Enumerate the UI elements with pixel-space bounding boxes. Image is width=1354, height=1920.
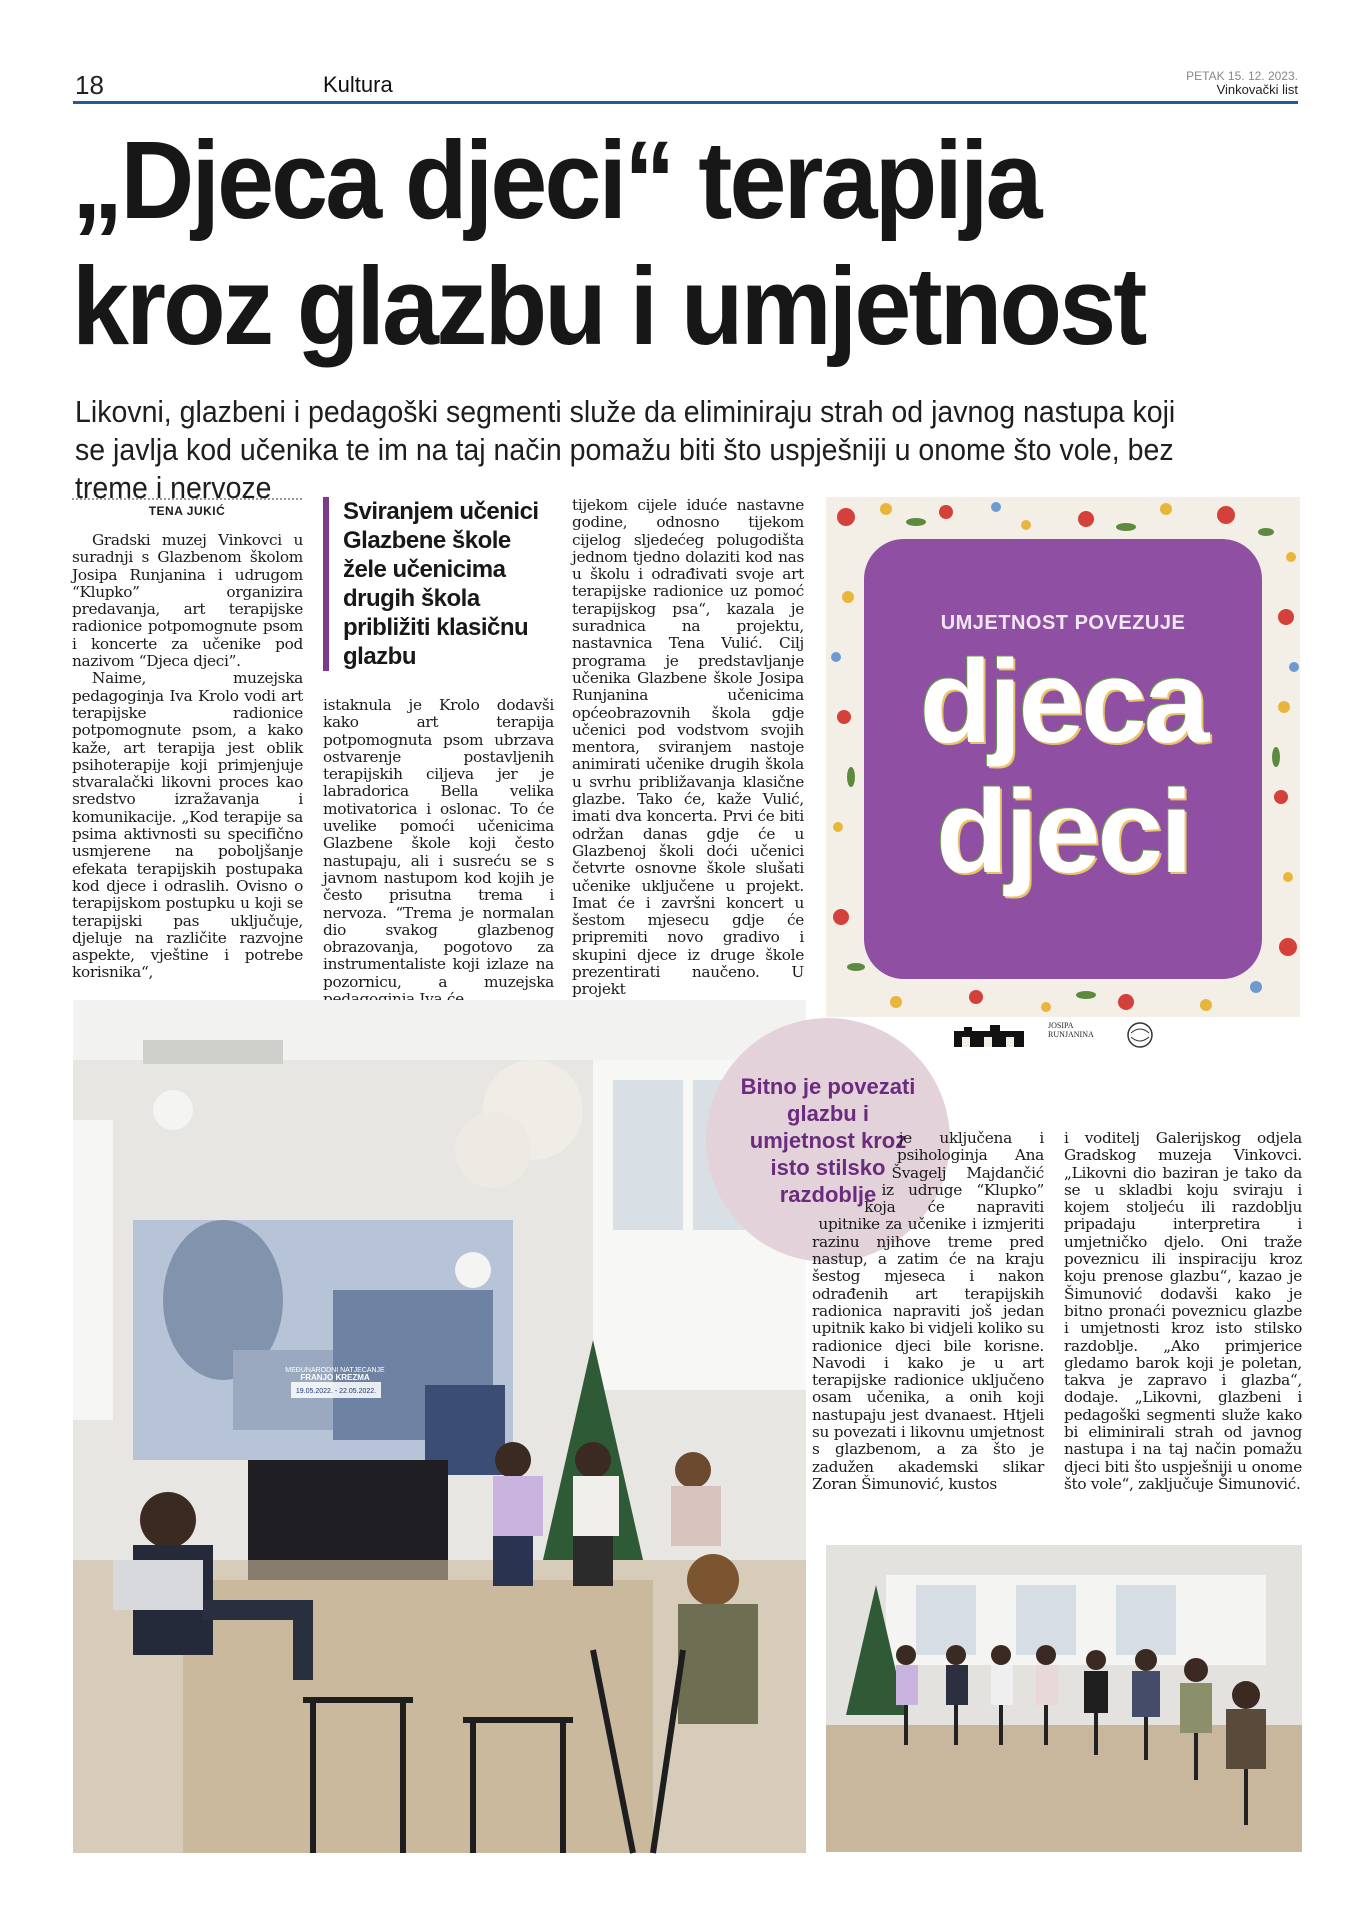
paragraph: istaknula je Krolo dodavši kako art terapija potpomognuta psom ubrzava ostvarenje postavljenih terapijskih ciljeva jer je labradorica Bella velika motivatorica i oslonac. To će uvelike pomoći učenicima Glazbene škole koji često nastupaju, ali i susreću se s javnom nastupom kod kojih je često prisutna trema i nervoza. “Trema je normalan dio svakog glazbenog obrazovanja, pogotovo za instrumentaliste koji izlaze na pozornicu, a muzejska <box>323 696 554 991</box>
article-column-3 <box>572 497 804 999</box>
museum-logo <box>954 1025 1024 1047</box>
article-column-1 <box>72 532 303 982</box>
paragraph: i voditelj Galerijskog odjela Gradskog muzeja Vinkovci. „Likovni dio baziran je tako da se u skladbi koju sviraju i kojem stoljeću ili razdoblju pripadaju interpretira i umjetničko djelo. Oni traže poveznicu ili inspiraciju kroz koju prenose glazbu“, kazao je Šimunović dodavši kako je bitno pronaći poveznicu glazbe i umjetnosti kroz isto stilsko razdoblje. „Ako primjerice gledamo barok koji je poletan, takva je zapravo i glazba“, dodaje. „Likovni, glazbeni i pedagoški segmenti služe kako bi eliminirali strah od javnog nastupa i na taj način pomažu djeci biti što uspješniji u onome što vole“, zaključuje Šimunović. <box>1064 1129 1302 1493</box>
banner-dates: 19.05.2022. - 22.05.2022. <box>295 1388 377 1395</box>
students-circle-photo <box>826 1545 1302 1852</box>
workshop-photo <box>73 1000 806 1853</box>
article-column-2 <box>323 697 554 1008</box>
page-number: 18 <box>75 70 104 100</box>
paragraph: Naime, muzejska pedagoginja Iva Krolo vodi art terapijske radionice potpomognute psom, a kako kaže, art terapija jest oblik psihoterapije koji primjenjuje stvaralački likovni proces kao sredstvo izražavanja i komunikacije. „Kod terapije sa psima aktivnosti su specifično usmjerene na poboljšanje efekata terapijskih postupaka kod djece i odraslih. Ovisno o terapijskom postupku u koji se terapijski pas uključuje, djeluje na različite razvojne aspekte, vještine i potrebe korisnika“, <box>72 669 303 982</box>
banner-line-1: MEĐUNARODNI NATJECANJE <box>285 1367 385 1374</box>
paragraph: tijekom cijele iduće nastavne godine, odnosno tijekom cijelog sljedećeg polugodišta jednom tjedno dolaziti kod nas u školu i odrađivati svoje art terapijske radionice uz pomoć terapijskog psa“, kazala je suradnica na projektu, nastavnica Tena Vulić. Cilj programa je predstavljanje učenika Glazbene škole Josipa Runjanina učenicima općeobrazovnih škola gdje učenici pod vodstvom svojih mentora, sviranjem nastoje animirati učenike drugih škola u svrhu približavanja klasične glazbe. Tako će, kaže Vulić, imati dva koncerta. Prvi će biti održan danas gdje će u Glazbenoj školi doći učenici četvrte osnovne škole slušati učenike uključene u projekt. Imat će i završni koncert u šestom mjesecu gdje će pripremiti novo gradivo i skupini djece iz druge škole prezentirati naučeno. U projekt <box>572 496 804 999</box>
header-rule <box>73 101 1298 104</box>
issue-date: PETAK 15. 12. 2023. <box>1186 69 1298 83</box>
headline-line-1: „Djeca djeci“ terapija <box>72 119 1040 242</box>
bubble-quote: Bitno je povezati glazbu i umjetnost kroz isto stilsko razdoblje <box>706 1018 950 1262</box>
headline-line-2: kroz glazbu i umjetnost <box>72 245 1145 368</box>
event-poster <box>826 497 1300 1039</box>
issue-info <box>1186 70 1298 96</box>
klupko-logo <box>1126 1021 1154 1049</box>
article-subtitle: Likovni, glazbeni i pedagoški segmenti služe da eliminiraju strah od javnog nastupa koji se javlja kod učenika te im na taj način pomažu biti što uspješniji u onome što vole, bez treme i nervoze <box>75 394 1176 505</box>
paragraph: je uključena i psihologinja Ana Švagelj Majdančić iz udruge “Klupko” koja će napraviti upitnike za učenike i izmjeriti razinu njihove treme pred nastup, a zatim će na kraju šestog mjeseca i nakon odrađenih art terapijskih radionica napraviti još jedan upitnik kako bi vidjeli koliko su radionice djeci bile korisne. Navodi i kako je u art terapijske radionice uključeno osam učenika, a onih koji nastupaju jest dvanaest. Htjeli su povezati i likovnu umjetnost s glazbenom, a za što je zadužen akademski slikar Zoran Šimunović, kustos <box>812 1129 1045 1493</box>
poster-title-word-1: djeca <box>919 636 1207 768</box>
paragraph: Gradski muzej Vinkovci u suradnji s Glazbenom školom Josipa Runjanina i udrugom “Klupko” organizira predavanja, art terapijske radionice potpomognute psom i koncerte za učenike pod nazivom “Djeca djeci”. <box>72 531 303 671</box>
article-column-4 <box>812 1130 1044 1493</box>
poster-title-word-2: djeci <box>936 766 1190 898</box>
publication-name: Vinkovački list <box>1216 82 1298 97</box>
school-logo: JOSIPA RUNJANINA <box>1048 1021 1094 1039</box>
poster-tagline: UMJETNOST POVEZUJE <box>940 612 1186 634</box>
pullquote: Sviranjem učenici Glazbene škole žele učenicima drugih škola približiti klasičnu glazbu <box>323 497 548 671</box>
article-headline <box>72 118 1225 370</box>
section-label: Kultura <box>323 72 393 97</box>
author-byline: TENA JUKIĆ <box>72 498 302 518</box>
workshop-scene-illustration <box>73 1000 806 1853</box>
article-column-5 <box>1064 1130 1302 1493</box>
banner-line-2: FRANJO KREZMA <box>300 1373 370 1382</box>
students-scene-illustration <box>826 1545 1302 1852</box>
